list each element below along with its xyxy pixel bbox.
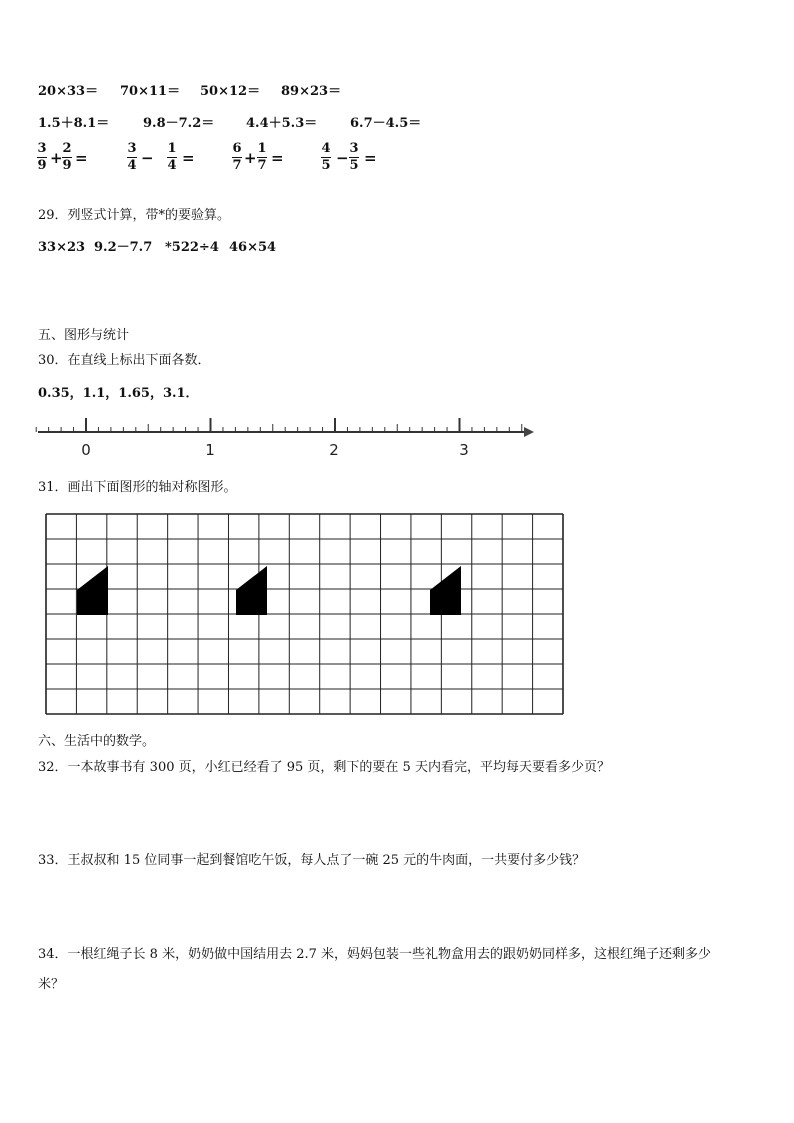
numerator: 4 [321, 141, 331, 156]
section-6-heading: 六、生活中的数学。 [38, 734, 156, 749]
numerator: 3 [37, 141, 47, 156]
denominator: 9 [37, 158, 47, 173]
numerator: 2 [62, 141, 72, 156]
equals: = [364, 149, 377, 167]
q29-item-3: *522÷4 [165, 240, 219, 255]
tick-label-0: 0 [81, 441, 91, 459]
q30-title: 30．在直线上标出下面各数． [38, 353, 211, 368]
q33-text: 33．王叔叔和 15 位同事一起到餐馆吃午饭，每人点了一碗 25 元的牛肉面，一共要付多少钱？ [38, 853, 586, 868]
q29-item-1: 33×23 [38, 240, 86, 255]
tick-label-1: 1 [205, 441, 215, 459]
numerator: 3 [349, 141, 359, 156]
q29-item-2: 9.2－7.7 [94, 240, 153, 255]
arrow-head-icon [524, 427, 534, 437]
denominator: 5 [349, 158, 359, 173]
q30-numbers: 0.35，1.1，1.65，3.1． [38, 386, 199, 401]
q29-title: 29．列竖式计算，带*的要验算。 [38, 208, 231, 223]
denominator: 4 [167, 158, 177, 173]
q32-text: 32．一本故事书有 300 页，小红已经看了 95 页，剩下的要在 5 天内看完，平均每天要看多少页？ [38, 760, 610, 775]
q34-text-line1: 34．一根红绳子长 8 米，奶奶做中国结用去 2.7 米，妈妈包装一些礼物盒用去的跟奶奶同样多，这根红绳子还剩多少 [38, 947, 712, 962]
expr-3: 50×12＝ [200, 84, 261, 99]
q29-item-4: 46×54 [229, 240, 277, 255]
trapezoid-shape-1 [77, 566, 108, 615]
equals: = [182, 149, 195, 167]
equals: = [271, 149, 284, 167]
expr-6: 9.8－7.2＝ [143, 116, 215, 131]
square-grid[interactable] [46, 514, 566, 718]
operator: + [50, 149, 63, 167]
operator: − [336, 149, 349, 167]
denominator: 7 [232, 158, 242, 173]
operator: + [244, 149, 257, 167]
number-line-ticks [36, 418, 522, 432]
denominator: 7 [257, 158, 267, 173]
denominator: 9 [62, 158, 72, 173]
numerator: 1 [257, 141, 267, 156]
q34-text-line2: 米？ [38, 977, 65, 992]
tick-label-2: 2 [329, 441, 339, 459]
expr-5: 1.5＋8.1＝ [38, 116, 110, 131]
equals: = [75, 149, 88, 167]
expr-4: 89×23＝ [281, 84, 342, 99]
number-line [38, 414, 538, 459]
denominator: 4 [127, 158, 137, 173]
trapezoid-shape-3 [430, 566, 461, 615]
expr-8: 6.7－4.5＝ [350, 116, 422, 131]
grid-lines [46, 514, 563, 714]
tick-label-3: 3 [459, 441, 469, 459]
operator: − [141, 149, 154, 167]
numerator: 3 [127, 141, 137, 156]
numerator: 6 [232, 141, 242, 156]
q31-title: 31．画出下面图形的轴对称图形。 [38, 480, 237, 495]
section-5-heading: 五、图形与统计 [38, 328, 130, 343]
expr-1: 20×33＝ [38, 84, 99, 99]
expr-2: 70×11＝ [120, 84, 181, 99]
trapezoid-shape-2 [236, 566, 267, 615]
expr-7: 4.4＋5.3＝ [246, 116, 318, 131]
denominator: 5 [321, 158, 331, 173]
numerator: 1 [167, 141, 177, 156]
